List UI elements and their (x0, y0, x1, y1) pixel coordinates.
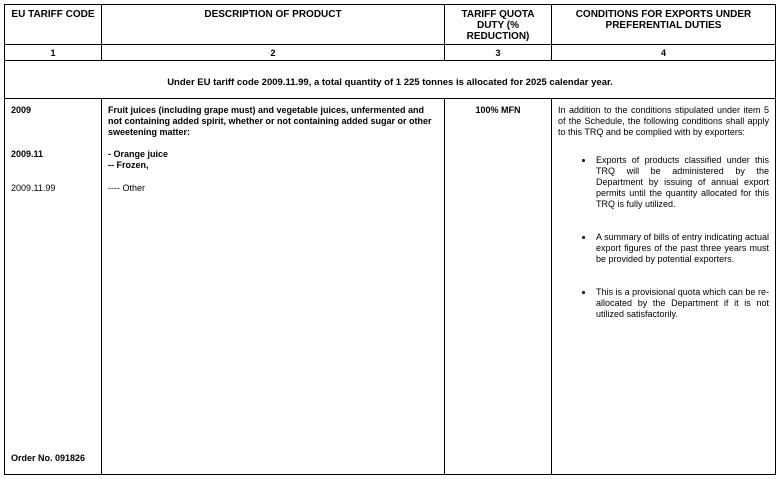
duty-value: 100% MFN (475, 105, 521, 115)
description-frozen: -- Frozen, (108, 160, 149, 170)
column-number-row (5, 45, 776, 61)
product-row (5, 99, 776, 475)
header-description: DESCRIPTION OF PRODUCT (102, 5, 445, 45)
column-number-2: 2 (102, 45, 445, 61)
description-cell (102, 99, 445, 475)
tariff-code-cell (5, 99, 102, 475)
header-conditions-text: CONDITIONS FOR EXPORTS UNDER PREFERENTIAL DUTIES (575, 9, 752, 31)
header-row (5, 5, 776, 45)
tariff-code-2009-11: 2009.11 (11, 149, 44, 159)
description-other: ---- Other (108, 183, 145, 193)
conditions-cell (552, 99, 776, 475)
duty-cell (445, 99, 552, 475)
conditions-intro: In addition to the conditions stipulated under item 5 of the Schedule, the following conditions shall apply to this TRQ and be complied with by exporters: (558, 105, 769, 137)
description-main: Fruit juices (including grape must) and vegetable juices, unfermented and not containing added spirit, whether or not containing added sugar or other sweetening matter: (108, 105, 432, 137)
column-number-1: 1 (5, 45, 102, 61)
header-tariff-quota-duty (445, 5, 552, 45)
header-tariff-quota-duty-text: TARIFF QUOTA DUTY (% REDUCTION) (461, 9, 535, 42)
column-number-3: 3 (445, 45, 552, 61)
order-number: Order No. 091826 (11, 453, 86, 463)
tariff-code-2009: 2009 (11, 105, 32, 115)
column-number-4: 4 (552, 45, 776, 61)
condition-bullet: • Exports of products classified under this TRQ will be administered by the Department by issuing of annual export permits until the quantity allocated for this TRQ is fully utilized. (594, 155, 769, 210)
conditions-list (558, 155, 769, 320)
allocation-note-text: Under EU tariff code 2009.11.99, a total quantity of 1 225 tonnes is allocated for 2025 calendar year. (167, 77, 613, 88)
description-orange-juice: - Orange juice (108, 149, 169, 159)
condition-bullet: • A summary of bills of entry indicating actual export figures of the past three years must be provided by potential exporters. (594, 232, 769, 265)
allocation-row (5, 61, 776, 99)
header-tariff-code: EU TARIFF CODE (5, 5, 102, 45)
allocation-note (5, 61, 776, 99)
tariff-code-2009-11-99: 2009.11.99 (11, 183, 56, 193)
tariff-table (4, 4, 776, 475)
condition-bullet: • This is a provisional quota which can be re-allocated by the Department if it is not utilized satisfactorily. (594, 287, 769, 320)
header-conditions (552, 5, 776, 45)
